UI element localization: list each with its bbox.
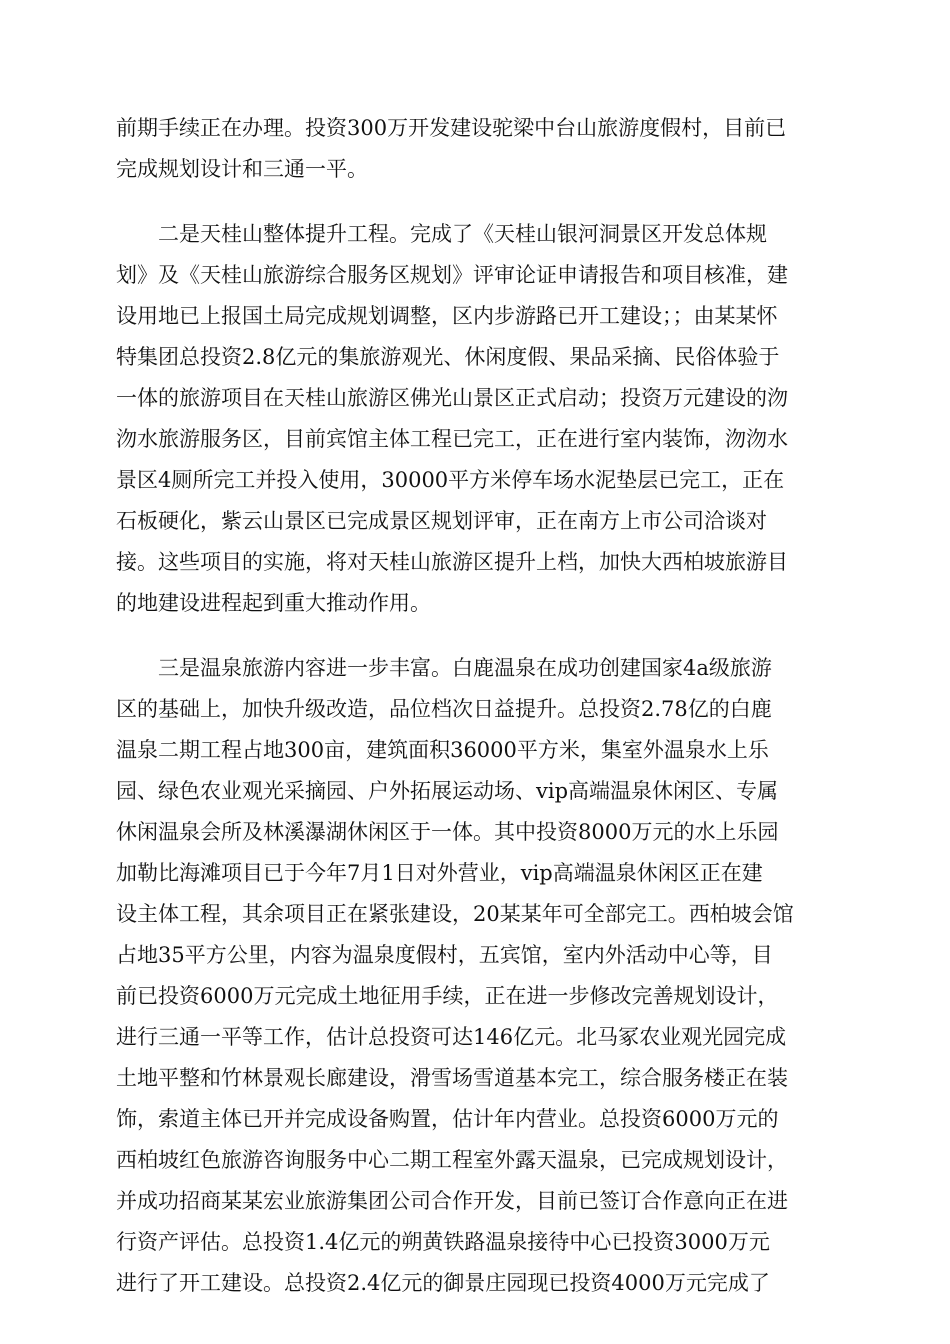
text-line: 进行三通一平等工作，估计总投资可达146亿元。北马冢农业观光园完成 bbox=[116, 1025, 787, 1049]
text-line: 三是温泉旅游内容进一步丰富。白鹿温泉在成功创建国家4a级旅游 bbox=[116, 656, 772, 680]
text-line: 园、绿色农业观光采摘园、户外拓展运动场、vip高端温泉休闲区、专属 bbox=[116, 779, 779, 803]
text-line: 石板硬化，紫云山景区已完成景区规划评审，正在南方上市公司洽谈对 bbox=[116, 509, 767, 533]
text-line: 饰，索道主体已开并完成设备购置，估计年内营业。总投资6000万元的 bbox=[116, 1107, 779, 1131]
text-line: 并成功招商某某宏业旅游集团公司合作开发，目前已签订合作意向正在进 bbox=[116, 1189, 788, 1213]
text-line: 行资产评估。总投资1.4亿元的朔黄铁路温泉接待中心已投资3000万元 bbox=[116, 1230, 770, 1254]
text-line: 西柏坡红色旅游咨询服务中心二期工程室外露天温泉，已完成规划设计， bbox=[116, 1148, 788, 1172]
text-line: 设主体工程，其余项目正在紧张建设，20某某年可全部完工。西柏坡会馆 bbox=[116, 902, 794, 926]
text-line: 进行了开工建设。总投资2.4亿元的御景庄园现已投资4000万元完成了 bbox=[116, 1271, 770, 1295]
text-line: 一体的旅游项目在天桂山旅游区佛光山景区正式启动；投资万元建设的沕 bbox=[116, 386, 788, 410]
text-line: 沕水旅游服务区，目前宾馆主体工程已完工，正在进行室内装饰，沕沕水 bbox=[116, 427, 788, 451]
text-line: 的地建设进程起到重大推动作用。 bbox=[116, 591, 431, 615]
text-line: 划》及《天桂山旅游综合服务区规划》评审论证申请报告和项目核准，建 bbox=[116, 263, 788, 287]
paragraph-3 bbox=[116, 648, 836, 1304]
text-line: 区的基础上，加快升级改造，品位档次日益提升。总投资2.78亿的白鹿 bbox=[116, 697, 772, 721]
text-line: 二是天桂山整体提升工程。完成了《天桂山银河洞景区开发总体规 bbox=[116, 222, 767, 246]
text-line: 休闲温泉会所及林溪瀑湖休闲区于一体。其中投资8000万元的水上乐园 bbox=[116, 820, 779, 844]
text-line: 温泉二期工程占地300亩，建筑面积36000平方米，集室外温泉水上乐 bbox=[116, 738, 769, 762]
text-line: 占地35平方公里，内容为温泉度假村，五宾馆，室内外活动中心等，目 bbox=[116, 943, 773, 967]
text-line: 土地平整和竹林景观长廊建设，滑雪场雪道基本完工，综合服务楼正在装 bbox=[116, 1066, 788, 1090]
text-line: 完成规划设计和三通一平。 bbox=[116, 157, 368, 181]
paragraph-2 bbox=[116, 214, 836, 624]
document-body bbox=[116, 108, 836, 1304]
text-line: 前期手续正在办理。投资300万开发建设驼梁中台山旅游度假村，目前已 bbox=[116, 116, 787, 140]
paragraph-spacer bbox=[116, 190, 836, 214]
text-line: 前已投资6000万元完成土地征用手续，正在进一步修改完善规划设计， bbox=[116, 984, 779, 1008]
text-line: 景区4厕所完工并投入使用，30000平方米停车场水泥垫层已完工，正在 bbox=[116, 468, 785, 492]
text-line: 接。这些项目的实施，将对天桂山旅游区提升上档，加快大西柏坡旅游目 bbox=[116, 550, 788, 574]
text-line: 特集团总投资2.8亿元的集旅游观光、休闲度假、果品采摘、民俗体验于 bbox=[116, 345, 780, 369]
paragraph-spacer bbox=[116, 624, 836, 648]
text-line: 加勒比海滩项目已于今年7月1日对外营业，vip高端温泉休闲区正在建 bbox=[116, 861, 763, 885]
text-line: 设用地已上报国土局完成规划调整，区内步游路已开工建设；；由某某怀 bbox=[116, 304, 778, 328]
paragraph-1 bbox=[116, 108, 836, 190]
